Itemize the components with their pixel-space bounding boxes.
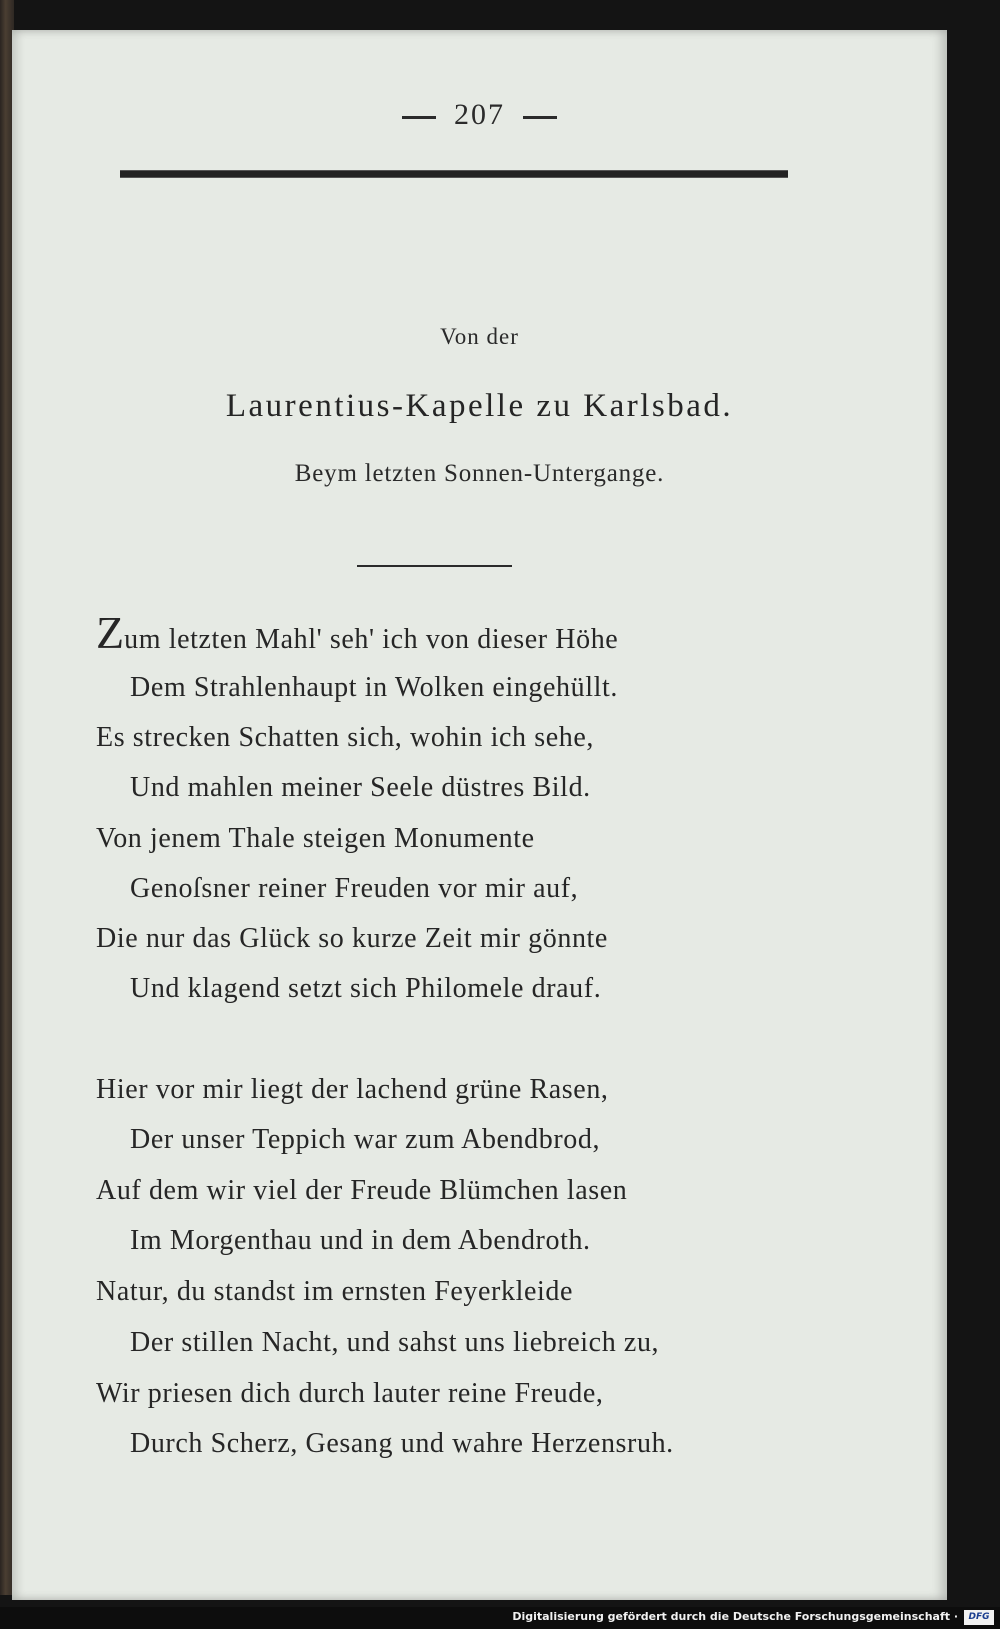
verse-line: Durch Scherz, Gesang und wahre Herzensruh.: [130, 1428, 674, 1459]
verse-line-text: um letzten Mahl' seh' ich von dieser Höhe: [124, 624, 619, 655]
verse-line: Und mahlen meiner Seele düstres Bild.: [130, 772, 591, 803]
page-number: [12, 98, 947, 132]
verse-line: Der stillen Nacht, und sahst uns liebreich zu,: [130, 1327, 660, 1358]
verse-line: Natur, du standst im ernsten Feyerkleide: [96, 1276, 573, 1307]
verse-line: Im Morgenthau und in dem Abendroth.: [130, 1225, 591, 1256]
title-separator-rule: [357, 565, 512, 567]
verse-line: Es strecken Schatten sich, wohin ich sehe,: [96, 722, 594, 753]
funding-credit: Digitalisierung gefördert durch die Deutsche Forschungsgemeinschaft ·: [512, 1610, 958, 1623]
verse-line: Der unser Teppich war zum Abendbrod,: [130, 1124, 601, 1155]
verse-line: Von jenem Thale steigen Monumente: [96, 823, 535, 854]
poem-subtitle: Beym letzten Sonnen-Untergange.: [294, 460, 665, 487]
verse-line: Die nur das Glück so kurze Zeit mir gönnte: [96, 923, 608, 954]
book-page: [12, 30, 947, 1600]
header-rule: [120, 170, 788, 178]
verse-line: Wir priesen dich durch lauter reine Freude,: [96, 1378, 604, 1409]
poem-title: Laurentius-Kapelle zu Karlsbad.: [225, 388, 734, 424]
poem-pre-title: Von der: [440, 324, 519, 349]
digitization-footer: [0, 1607, 1000, 1629]
verse-line: Dem Strahlenhaupt in Wolken eingehüllt.: [130, 672, 618, 703]
verse-line: Und klagend setzt sich Philomele drauf.: [130, 973, 602, 1004]
page-number-text: 207: [454, 98, 505, 131]
dfg-logo-icon: DFG: [964, 1610, 994, 1625]
verse-line: Hier vor mir liegt der lachend grüne Rasen,: [96, 1074, 609, 1105]
verse-line: [96, 607, 619, 658]
drop-cap: Z: [96, 607, 125, 658]
verse-line: Genoſsner reiner Freuden vor mir auf,: [130, 873, 579, 904]
page-number-dash-left: [402, 116, 436, 119]
page-number-dash-right: [523, 116, 557, 119]
verse-line: Auf dem wir viel der Freude Blümchen lasen: [96, 1175, 628, 1206]
